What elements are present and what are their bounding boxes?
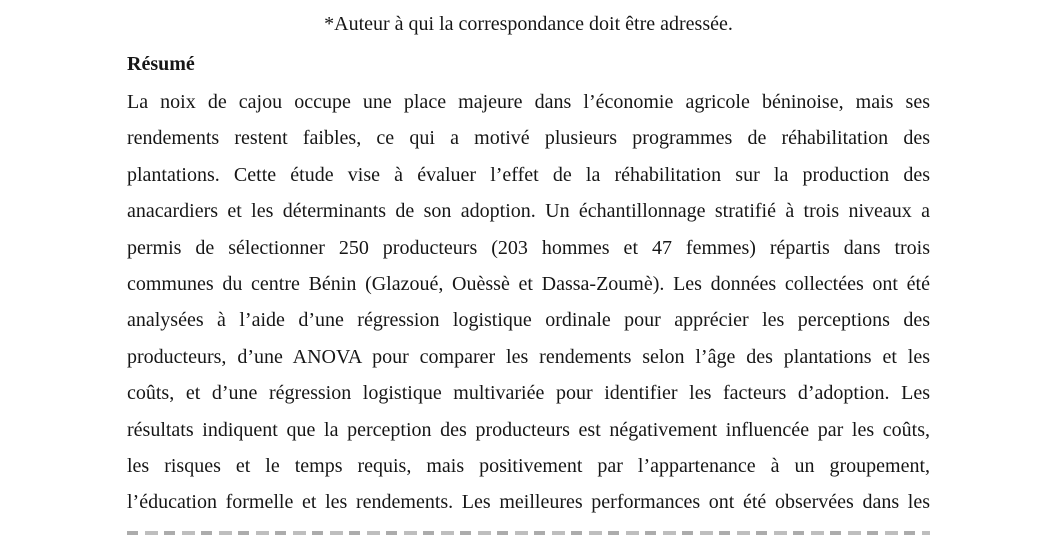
correspondence-note: *Auteur à qui la correspondance doit être adressée. (324, 13, 733, 35)
document-page (0, 6, 1058, 521)
abstract-line: plantations. Cette étude vise à évaluer l’effet de la réhabilitation sur la production des (127, 163, 930, 186)
abstract-line: permis de sélectionner 250 producteurs (203 hommes et 47 femmes) répartis dans trois (127, 236, 930, 259)
clipped-next-line (127, 531, 930, 535)
abstract-line: l’éducation formelle et les rendements. Les meilleures performances ont été observées dans les (127, 491, 930, 514)
abstract-line: analysées à l’aide d’une régression logistique ordinale pour apprécier les perceptions des (127, 309, 930, 332)
abstract-line: coûts, et d’une régression logistique multivariée pour identifier les facteurs d’adoption. Les (127, 382, 930, 405)
abstract-line: La noix de cajou occupe une place majeure dans l’économie agricole béninoise, mais ses (127, 91, 930, 113)
abstract-line: producteurs, d’une ANOVA pour comparer les rendements selon l’âge des plantations et les (127, 345, 930, 368)
abstract-line: les risques et le temps requis, mais positivement par l’appartenance à un groupement, (127, 454, 930, 477)
abstract-paragraph (127, 84, 930, 521)
abstract-line: anacardiers et les déterminants de son adoption. Un échantillonnage stratifié à trois niveaux a (127, 200, 930, 223)
abstract-line: résultats indiquent que la perception des producteurs est négativement influencée par les coûts, (127, 418, 930, 441)
abstract-line: rendements restent faibles, ce qui a motivé plusieurs programmes de réhabilitation des (127, 127, 930, 150)
section-title-resume: Résumé (127, 53, 195, 75)
abstract-line: communes du centre Bénin (Glazoué, Ouèssè et Dassa-Zoumè). Les données collectées ont été (127, 272, 930, 295)
